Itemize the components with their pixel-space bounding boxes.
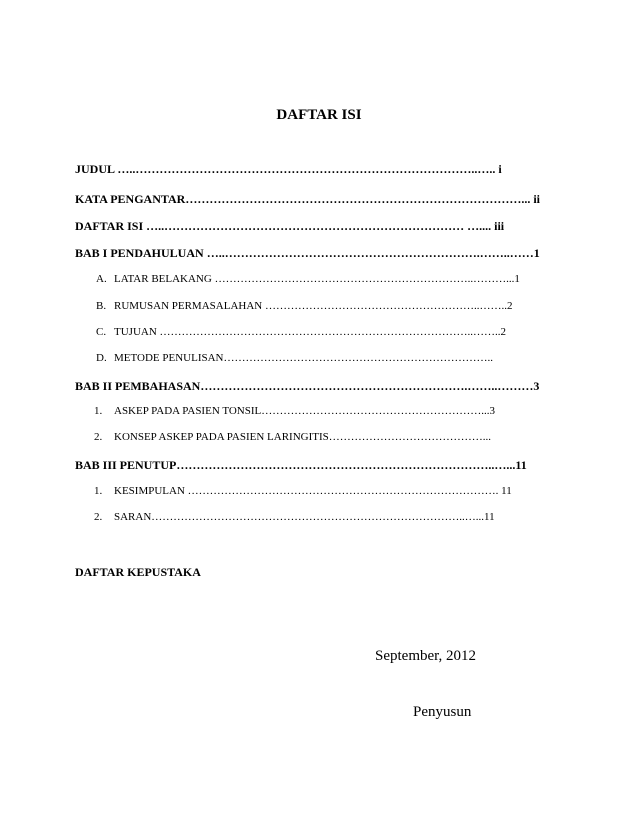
toc-marker: A. bbox=[96, 273, 107, 285]
toc-entry-label: TUJUAN bbox=[114, 326, 160, 338]
toc-entry-label: BAB II PEMBAHASAN bbox=[75, 379, 201, 393]
toc-leader-dots: …..………………………………………………………………… ….... bbox=[146, 219, 492, 233]
toc-entry-label: BAB I PENDAHULUAN bbox=[75, 246, 207, 260]
toc-subentry-saran bbox=[94, 511, 545, 523]
toc-leader-dots: …………………………………………………………………………..…... bbox=[151, 511, 485, 523]
toc-entry-kata-pengantar bbox=[75, 192, 545, 207]
toc-page-number: 3 bbox=[533, 379, 540, 393]
toc-marker: C. bbox=[96, 326, 107, 338]
toc-marker: D. bbox=[96, 352, 107, 364]
toc-leader-dots: ……………………………………………………... bbox=[261, 405, 490, 417]
toc-marker: 2. bbox=[94, 511, 103, 523]
toc-subentry-tujuan bbox=[96, 326, 545, 338]
toc-subentry-kesimpulan bbox=[94, 485, 545, 497]
toc-page-number: 11 bbox=[515, 458, 527, 472]
toc-entry-label: ASKEP PADA PASIEN TONSIL bbox=[114, 405, 262, 417]
toc-subentry-metode bbox=[96, 352, 534, 364]
toc-page-number: 1 bbox=[533, 246, 540, 260]
toc-leader-dots: …………………………………………………………………………..…….. bbox=[159, 326, 501, 338]
toc-leader-dots: …..…………………………………………………………………………..….. bbox=[117, 162, 496, 176]
toc-entry-label: KESIMPULAN bbox=[114, 485, 188, 497]
toc-entry-label: RUMUSAN PERMASALAHAN bbox=[114, 300, 265, 312]
page-title: DAFTAR ISI bbox=[276, 107, 362, 123]
toc-leader-dots: ……………………………………………………………………..…... bbox=[176, 458, 516, 472]
toc-leader-dots: ……………………………………………………………..………... bbox=[214, 273, 515, 285]
toc-leader-dots: ……………………………………... bbox=[328, 431, 491, 443]
toc-entry-judul bbox=[75, 162, 545, 177]
toc-marker: 1. bbox=[94, 485, 103, 497]
toc-leader-dots: …………………………………………………………………………. bbox=[187, 485, 499, 497]
toc-entry-label: METODE PENULISAN bbox=[114, 352, 224, 364]
toc-page-number: 3 bbox=[489, 405, 495, 417]
toc-page-number: iii bbox=[491, 219, 505, 233]
toc-page-number: 2 bbox=[500, 326, 507, 338]
toc-entry-label: KATA PENGANTAR bbox=[75, 192, 186, 206]
toc-page-number: 11 bbox=[498, 485, 512, 497]
toc-entry-daftar-kepustaka bbox=[75, 565, 545, 580]
toc-entry-label: LATAR BELAKANG bbox=[114, 273, 215, 285]
toc-leader-dots: ……………………………………………………………….. bbox=[223, 352, 493, 364]
toc-entry-bab-2 bbox=[75, 379, 545, 394]
toc-entry-label: BAB III PENUTUP bbox=[75, 458, 177, 472]
toc-subentry-latar-belakang bbox=[96, 273, 545, 285]
toc-entry-label: DAFTAR KEPUSTAKA bbox=[75, 565, 201, 579]
toc-entry-label: SARAN bbox=[114, 511, 152, 523]
toc-marker: B. bbox=[96, 300, 107, 312]
toc-leader-dots: …………………………………………………..…….. bbox=[264, 300, 507, 312]
toc-entry-label: KONSEP ASKEP PADA PASIEN LARINGITIS bbox=[114, 431, 329, 443]
signature-date: September, 2012 bbox=[375, 648, 477, 664]
toc-page-number: 2 bbox=[506, 300, 513, 312]
toc-entry-label: DAFTAR ISI bbox=[75, 219, 147, 233]
toc-entry-bab-3 bbox=[75, 458, 545, 473]
signature-author: Penyusun bbox=[413, 704, 472, 720]
toc-entry-label: JUDUL bbox=[75, 162, 118, 176]
toc-subentry-askep-laringitis bbox=[94, 431, 536, 443]
toc-page-number: 11 bbox=[484, 511, 495, 523]
toc-subentry-rumusan bbox=[96, 300, 545, 312]
toc-page-number: 1 bbox=[514, 273, 520, 285]
toc-page-number: ii bbox=[530, 192, 541, 206]
toc-subentry-askep-tonsil bbox=[94, 405, 545, 417]
toc-leader-dots: …..……………………………………………………….……..…… bbox=[206, 246, 534, 260]
toc-entry-bab-1 bbox=[75, 246, 545, 261]
toc-entry-daftar-isi bbox=[75, 219, 545, 234]
toc-leader-dots: …………………………………………………………………………... bbox=[185, 192, 531, 206]
toc-leader-dots: ………………………………………………………….……..……… bbox=[200, 379, 534, 393]
toc-marker: 1. bbox=[94, 405, 103, 417]
toc-page-number: i bbox=[495, 162, 502, 176]
toc-marker: 2. bbox=[94, 431, 103, 443]
